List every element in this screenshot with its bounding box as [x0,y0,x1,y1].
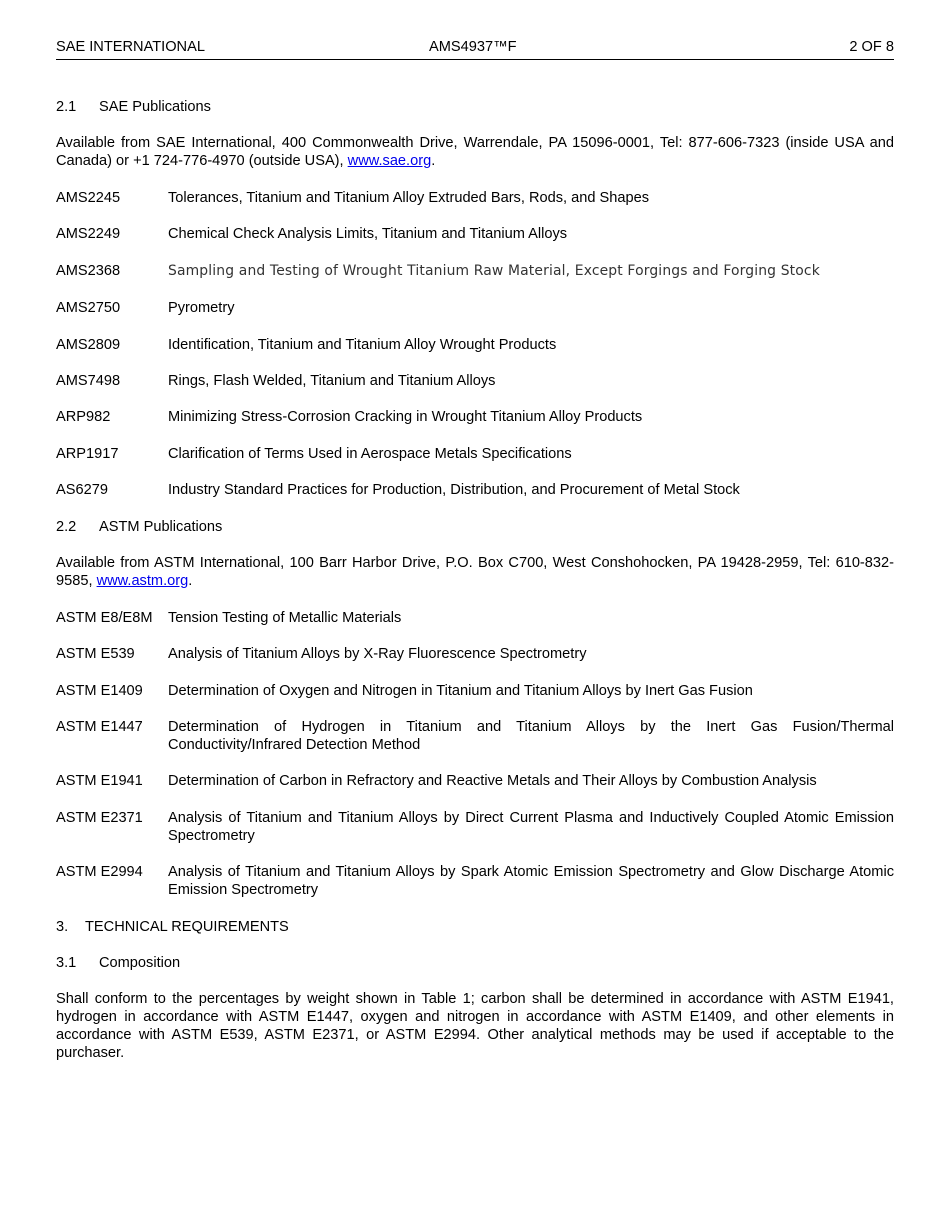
reference-entry [56,445,894,463]
section-heading-technical-requirements [56,918,289,936]
reference-code: AMS2750 [56,300,121,316]
reference-code: ASTM E2994 [56,864,143,880]
section-title: SAE Publications [99,99,211,115]
reference-code: ASTM E1409 [56,683,143,699]
reference-code: ASTM E2371 [56,810,143,826]
page-header [56,38,894,60]
sae-availability-paragraph [56,134,894,170]
reference-title: Industry Standard Practices for Production, Distribution, and Procurement of Metal Stock [168,482,740,498]
section-number: 3. [56,919,69,935]
reference-entry [56,809,894,845]
reference-code: ASTM E1941 [56,773,143,789]
section-heading-astm-publications [56,518,222,536]
astm-availability-paragraph [56,554,894,590]
astm-availability-text: Available from ASTM International, 100 Barr Harbor Drive, P.O. Box C700, West Conshohocken, PA 19428-2959, Tel: 610-832-9585, [56,555,894,589]
reference-title: Rings, Flash Welded, Titanium and Titanium Alloys [168,373,496,389]
reference-title: Analysis of Titanium Alloys by X-Ray Fluorescence Spectrometry [168,646,587,662]
reference-code: ARP982 [56,409,111,425]
reference-entry [56,718,894,754]
section-number: 2.1 [56,99,77,115]
section-title: TECHNICAL REQUIREMENTS [85,919,289,935]
astm-website-link[interactable]: www.astm.org [96,573,189,589]
header-page-number: 2 OF 8 [849,39,894,55]
reference-title: Determination of Carbon in Refractory and Reactive Metals and Their Alloys by Combustion Analysis [168,773,817,789]
reference-code: AMS2809 [56,337,121,353]
reference-entry [56,609,894,627]
section-heading-composition [56,954,180,972]
header-organization: SAE INTERNATIONAL [56,39,205,55]
reference-title: Identification, Titanium and Titanium Alloy Wrought Products [168,337,557,353]
reference-title: Tolerances, Titanium and Titanium Alloy Extruded Bars, Rods, and Shapes [168,190,650,206]
reference-entry [56,189,894,207]
reference-entry [56,863,894,899]
reference-title: Analysis of Titanium and Titanium Alloys by Direct Current Plasma and Inductively Coupled Atomic Emission Spectrometry [168,810,894,844]
reference-entry [56,372,894,390]
sae-website-link[interactable]: www.sae.org [347,153,432,169]
reference-entry [56,408,894,426]
reference-entry [56,262,894,280]
reference-code: ASTM E1447 [56,719,143,735]
sae-availability-end: . [431,153,436,169]
reference-entry [56,481,894,499]
reference-code: AMS2249 [56,226,121,242]
reference-title: Pyrometry [168,300,235,316]
reference-code: AMS2368 [56,263,121,279]
reference-code: ARP1917 [56,446,119,462]
reference-title: Clarification of Terms Used in Aerospace Metals Specifications [168,446,572,462]
reference-code: ASTM E539 [56,646,135,662]
reference-entry [56,682,894,700]
composition-paragraph: Shall conform to the percentages by weight shown in Table 1; carbon shall be determined in accordance with ASTM E1941, hydrogen in accordance with ASTM E1447, oxygen and nitrogen in accordance with ASTM E1409, and other elements in accordance with ASTM E539, ASTM E2371, or ASTM E2994. Other analytical methods may be used if acceptable to the purchaser. [56,991,894,1061]
section-title: Composition [99,955,181,971]
reference-title: Tension Testing of Metallic Materials [168,610,402,626]
reference-entry [56,645,894,663]
sae-availability-text: Available from SAE International, 400 Commonwealth Drive, Warrendale, PA 15096-0001, Tel: 877-606-7323 (inside USA and Canada) or +1 724-776-4970 (outside USA), [56,135,894,169]
reference-entry [56,772,894,790]
section-heading-sae-publications [56,98,211,116]
reference-code: AMS2245 [56,190,121,206]
reference-title: Sampling and Testing of Wrought Titanium Raw Material, Except Forgings and Forging Stock [168,263,820,279]
section-number: 3.1 [56,955,77,971]
astm-availability-end: . [188,573,193,589]
header-document-id: AMS4937™F [429,39,517,55]
section-number: 2.2 [56,519,77,535]
reference-title: Minimizing Stress-Corrosion Cracking in Wrought Titanium Alloy Products [168,409,643,425]
reference-entry [56,225,894,243]
reference-entry [56,336,894,354]
reference-code: AMS7498 [56,373,121,389]
reference-entry [56,299,894,317]
reference-title: Analysis of Titanium and Titanium Alloys by Spark Atomic Emission Spectrometry and Glow Discharge Atomic Emission Spectrometry [168,864,894,898]
section-title: ASTM Publications [99,519,223,535]
reference-code: ASTM E8/E8M [56,610,153,626]
reference-code: AS6279 [56,482,108,498]
reference-title: Chemical Check Analysis Limits, Titanium and Titanium Alloys [168,226,568,242]
reference-title: Determination of Oxygen and Nitrogen in Titanium and Titanium Alloys by Inert Gas Fusion [168,683,753,699]
reference-title: Determination of Hydrogen in Titanium and Titanium Alloys by the Inert Gas Fusion/Thermal Conductivity/Infrared Detection Method [168,719,894,753]
